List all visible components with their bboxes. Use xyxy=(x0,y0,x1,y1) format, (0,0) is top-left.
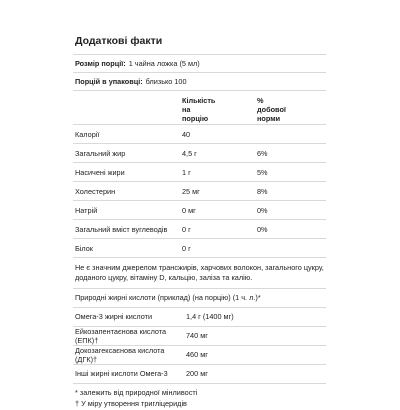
fatty-acid-name: Докозагексаєнова кислота (ДГК)† xyxy=(75,345,165,364)
nutrient-row xyxy=(73,182,326,201)
nutrient-daily-value: 0% xyxy=(257,205,268,215)
nutrient-name: Загальний вміст вуглеводів xyxy=(75,224,168,234)
serving-size-value: 1 чайна ложка (5 мл) xyxy=(128,59,200,69)
daily-value-header-line: % xyxy=(257,96,264,106)
nutrient-amount: 0 г xyxy=(182,224,191,234)
nutrient-daily-value: 8% xyxy=(257,186,268,196)
fatty-acid-row xyxy=(73,308,326,327)
nutrient-daily-value: 0% xyxy=(257,224,268,234)
footnotes xyxy=(73,384,326,410)
amount-header-line: Кількість xyxy=(182,96,216,106)
fatty-acid-amount: 740 мг xyxy=(186,331,208,341)
not-significant-source-note: Не є значним джерелом трансжирів, харчових волокон, загального цукру, доданого цукру, вітаміну D, кальцію, заліза та калію. xyxy=(73,258,326,289)
fatty-acid-name: Інші жирні кислоти Омега-3 xyxy=(75,369,168,379)
fatty-acids-header: Природні жирні кислоти (приклад) (на порцію) (1 ч. л.)* xyxy=(75,293,261,303)
daily-value-header-line: норми xyxy=(257,113,281,123)
nutrient-row xyxy=(73,201,326,220)
nutrient-name: Холестерин xyxy=(75,186,116,196)
column-header-row xyxy=(73,91,326,125)
fatty-acid-amount: 200 мг xyxy=(186,369,208,379)
fatty-acid-row xyxy=(73,346,326,365)
nutrient-row xyxy=(73,220,326,239)
serving-size-row xyxy=(73,55,326,73)
fatty-acid-amount: 460 мг xyxy=(186,350,208,360)
nutrient-daily-value: 5% xyxy=(257,167,268,177)
nutrient-amount: 0 г xyxy=(182,243,191,253)
fatty-acid-amount: 1,4 г (1400 мг) xyxy=(186,312,234,322)
nutrient-name: Калорії xyxy=(75,129,100,139)
serving-size-label: Розмір порції: xyxy=(75,59,126,69)
supplement-facts-panel xyxy=(73,31,326,410)
nutrient-row xyxy=(73,144,326,163)
amount-header-line: на xyxy=(182,104,191,114)
nutrient-amount: 25 мг xyxy=(182,186,200,196)
nutrient-name: Насичені жири xyxy=(75,167,125,177)
nutrient-amount: 0 мг xyxy=(182,205,196,215)
amount-per-serving-header xyxy=(182,97,257,123)
nutrient-name: Білок xyxy=(75,243,93,253)
nutrient-row xyxy=(73,163,326,182)
nutrient-row xyxy=(73,125,326,144)
footnote: † У міру утворення тригліцеридів xyxy=(75,398,187,408)
nutrient-name: Загальний жир xyxy=(75,148,126,158)
servings-per-container-value: близько 100 xyxy=(145,77,187,87)
nutrient-name: Натрій xyxy=(75,205,98,215)
fatty-acids-header-row xyxy=(73,289,326,308)
fatty-acid-name: Омега-3 жирні кислоти xyxy=(75,312,153,322)
daily-value-header xyxy=(257,97,307,123)
footnote: * залежить від природної мінливості xyxy=(75,387,198,397)
nutrient-daily-value: 6% xyxy=(257,148,268,158)
daily-value-header-line: добової xyxy=(257,104,286,114)
servings-per-container-row xyxy=(73,73,326,91)
fatty-acid-row xyxy=(73,365,326,384)
fatty-acid-name: Ейкозапентаєнова кислота (ЕПК)† xyxy=(75,326,167,345)
fatty-acid-row xyxy=(73,327,326,346)
nutrient-amount: 4,5 г xyxy=(182,148,197,158)
nutrient-amount: 40 xyxy=(182,129,191,139)
panel-title: Додаткові факти xyxy=(73,31,326,55)
nutrient-amount: 1 г xyxy=(182,167,191,177)
nutrient-row xyxy=(73,239,326,258)
servings-per-container-label: Порцій в упаковці: xyxy=(75,77,143,87)
amount-header-line: порцію xyxy=(182,113,209,123)
